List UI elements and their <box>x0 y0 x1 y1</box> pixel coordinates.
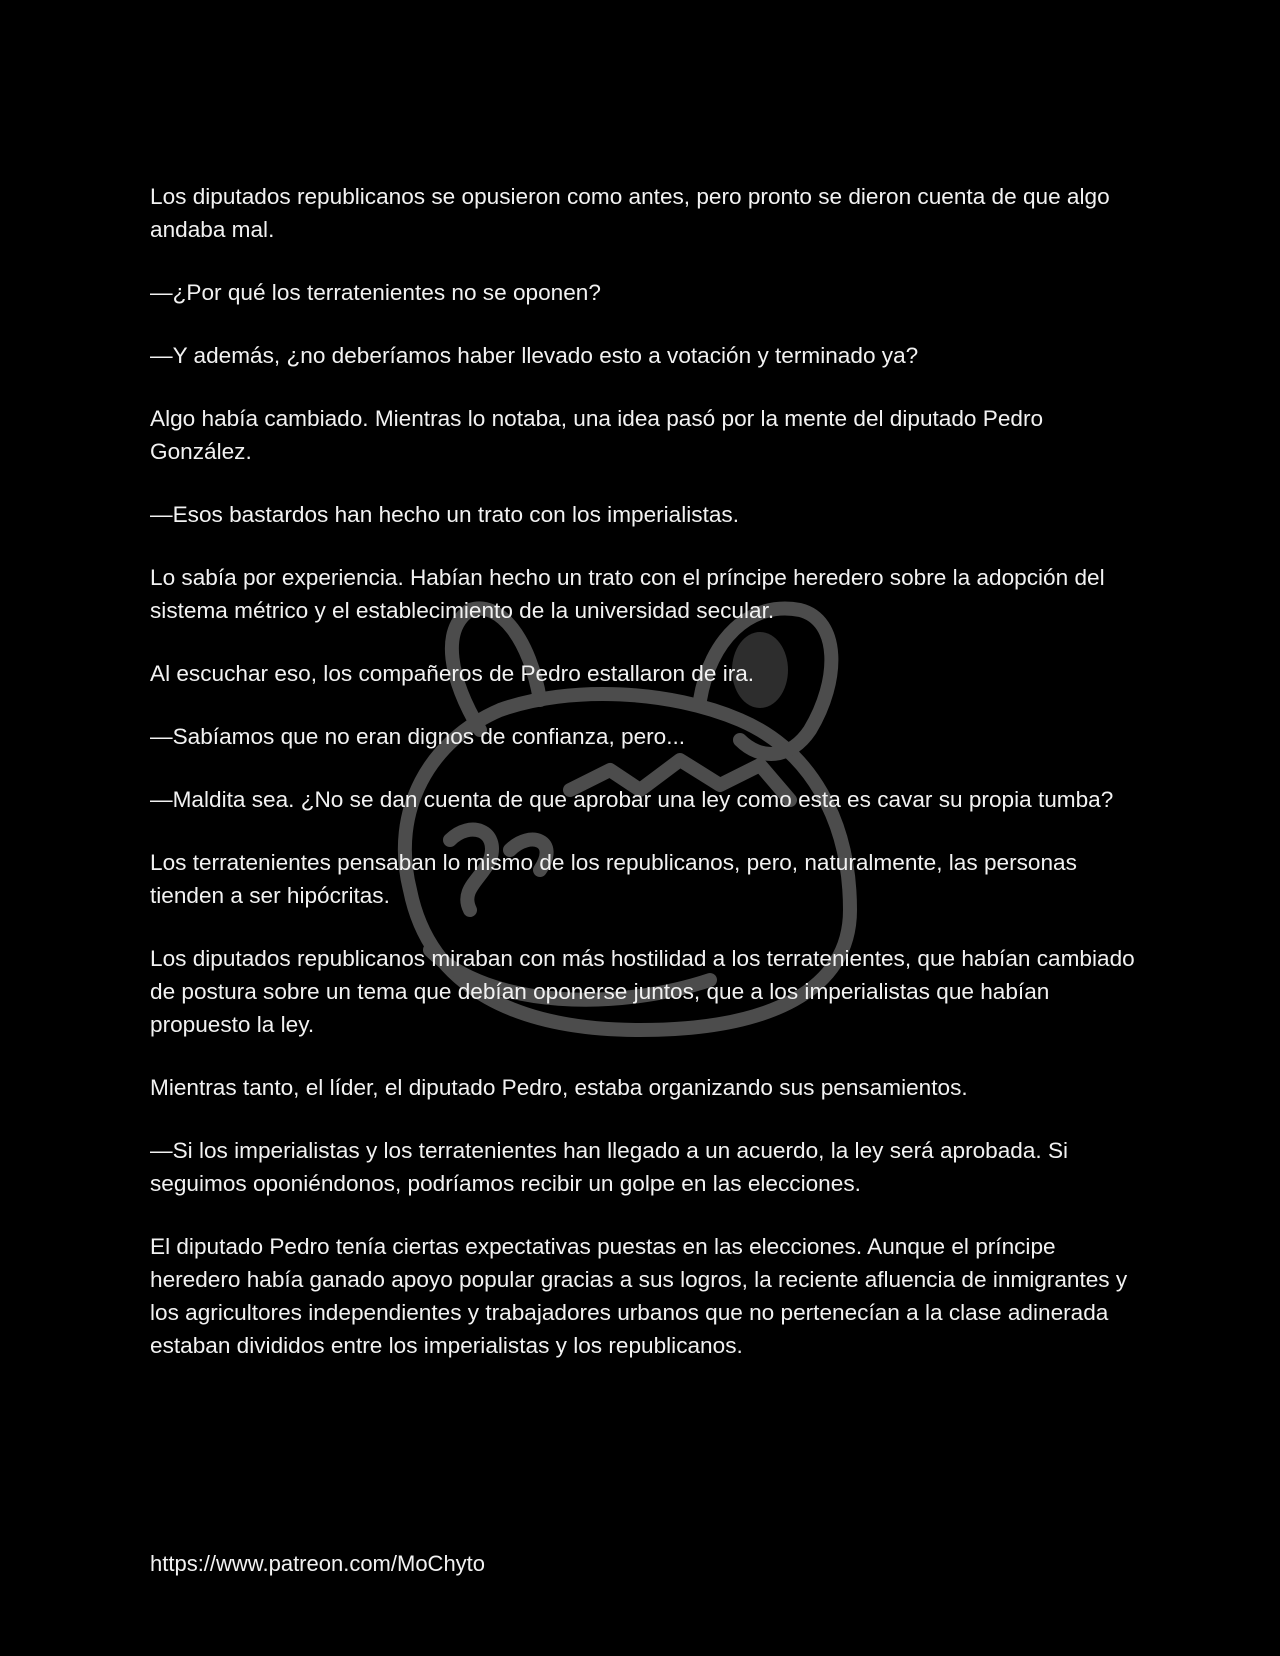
paragraph: Mientras tanto, el líder, el diputado Pedro, estaba organizando sus pensamientos. <box>150 1075 968 1100</box>
paragraph: —Maldita sea. ¿No se dan cuenta de que aprobar una ley como esta es cavar su propia tumba? <box>150 787 1114 812</box>
patreon-link[interactable]: https://www.patreon.com/MoChyto <box>150 1551 486 1576</box>
paragraph: Los terratenientes pensaban lo mismo de los republicanos, pero, naturalmente, las personas tienden a ser hipócritas. <box>150 850 1077 908</box>
paragraph: —Si los imperialistas y los terratenientes han llegado a un acuerdo, la ley será aprobada. Si seguimos oponiéndonos, podríamos recibir un golpe en las elecciones. <box>150 1138 1069 1196</box>
paragraph: Los diputados republicanos se opusieron como antes, pero pronto se dieron cuenta de que algo andaba mal. <box>150 184 1110 242</box>
paragraph: —Y además, ¿no deberíamos haber llevado esto a votación y terminado ya? <box>150 343 919 368</box>
paragraph: Los diputados republicanos miraban con más hostilidad a los terratenientes, que habían cambiado de postura sobre un tema que debían oponerse juntos, que a los imperialistas que habían propuesto la ley. <box>150 946 1135 1037</box>
paragraph: El diputado Pedro tenía ciertas expectativas puestas en las elecciones. Aunque el príncipe heredero había ganado apoyo popular gracias a sus logros, la reciente afluencia de inmigrantes y los agricultores independientes y trabajadores urbanos que no pertenecían a la clase adinerada estaban divididos entre los imperialistas y los republicanos. <box>150 1234 1128 1358</box>
paragraph: Al escuchar eso, los compañeros de Pedro estallaron de ira. <box>150 661 755 686</box>
paragraph: —Sabíamos que no eran dignos de confianza, pero... <box>150 724 686 749</box>
paragraph: Lo sabía por experiencia. Habían hecho un trato con el príncipe heredero sobre la adopción del sistema métrico y el establecimiento de la universidad secular. <box>150 565 1105 623</box>
paragraph: —Esos bastardos han hecho un trato con los imperialistas. <box>150 502 740 527</box>
paragraph: —¿Por qué los terratenientes no se oponen? <box>150 280 601 305</box>
document-body <box>150 180 1140 1392</box>
paragraph: Algo había cambiado. Mientras lo notaba, una idea pasó por la mente del diputado Pedro González. <box>150 406 1044 464</box>
